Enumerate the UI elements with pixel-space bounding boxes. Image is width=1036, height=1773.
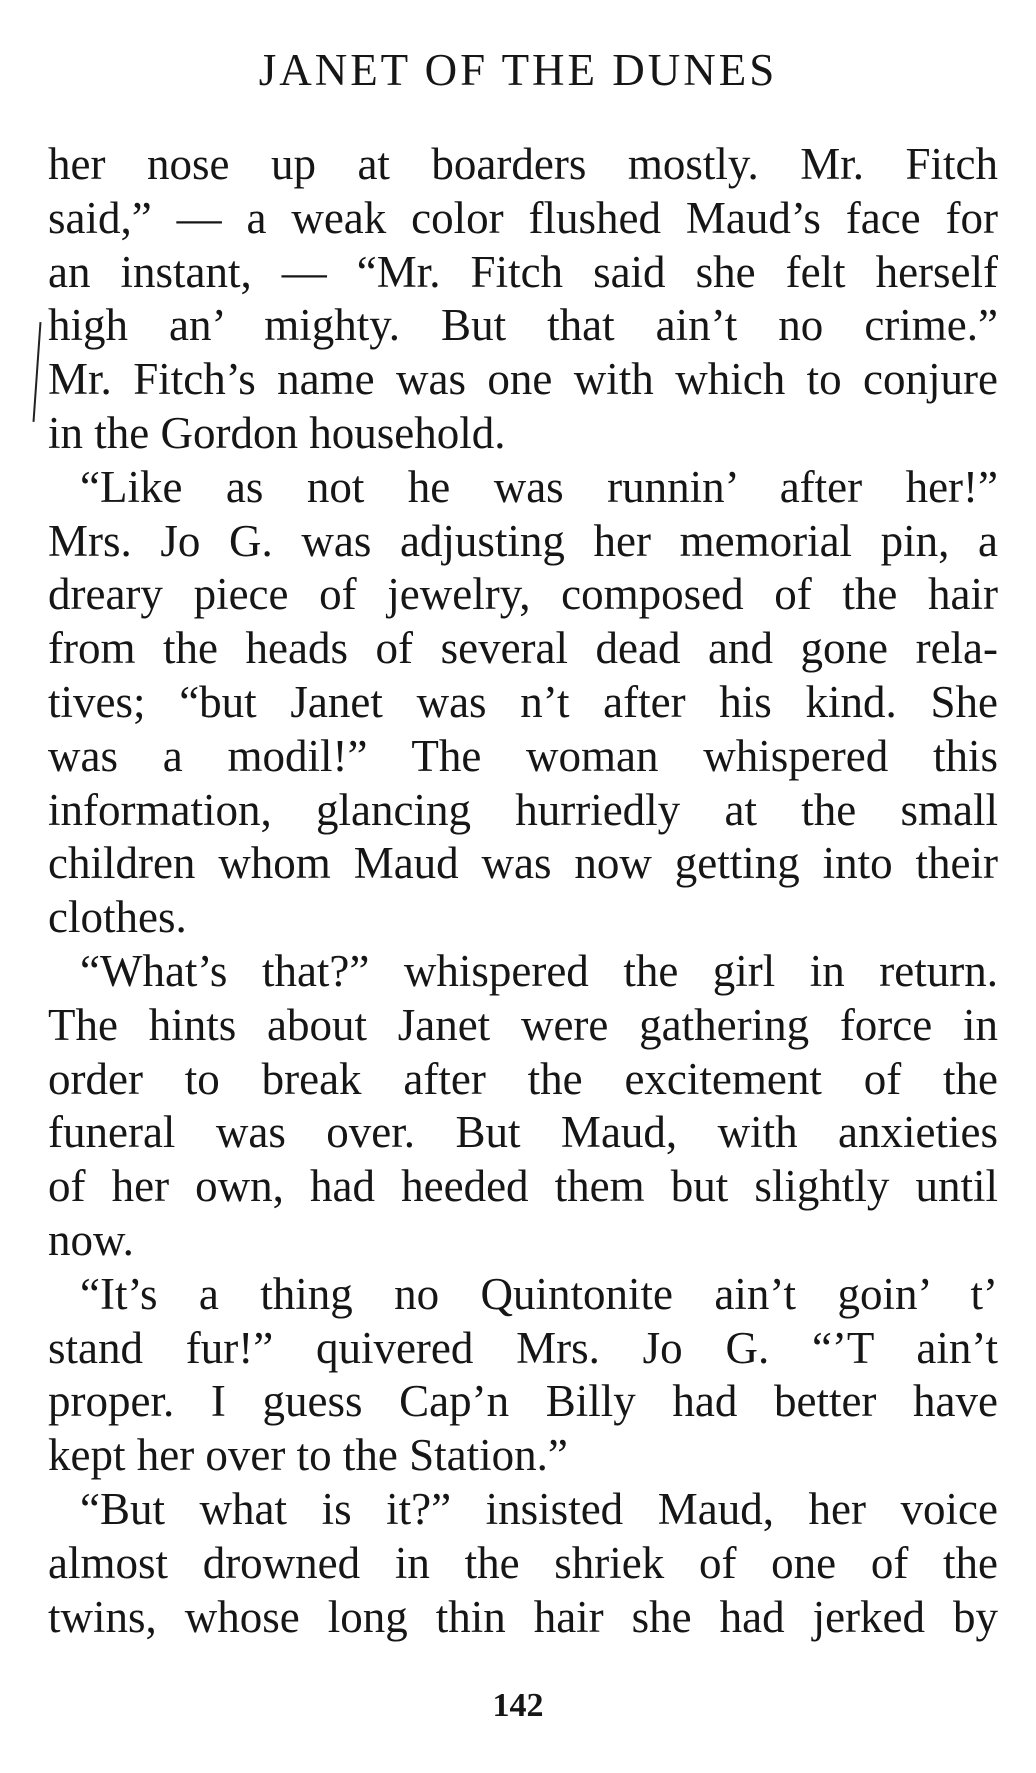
text-line: stand fur!” quivered Mrs. Jo G. “’T ain’t (48, 1322, 998, 1373)
text-line: tives; “but Janet was n’t after his kind. She (48, 676, 998, 727)
text-line: kept her over to the Station.” (48, 1430, 568, 1481)
text-line: dreary piece of jewelry, composed of the hair (48, 569, 998, 620)
page-number: 142 (492, 1687, 544, 1724)
text-line: was a modil!” The woman whispered this (48, 730, 998, 781)
text-line: Mrs. Jo G. was adjusting her memorial pin, a (48, 515, 998, 566)
text-line: information, glancing hurriedly at the small (48, 784, 998, 835)
margin-pencil-mark (33, 322, 42, 422)
text-line: “Like as not he was runnin’ after her!” (80, 461, 998, 512)
text-line: of her own, had heeded them but slightly until (48, 1161, 998, 1212)
text-line: from the heads of several dead and gone rela- (48, 623, 998, 674)
text-line: now. (48, 1214, 134, 1265)
text-line: said,” — a weak color flushed Maud’s face for (48, 192, 998, 243)
text-line: “What’s that?” whispered the girl in return. (80, 945, 998, 996)
text-line: order to break after the excitement of the (48, 1053, 998, 1104)
text-line: “But what is it?” insisted Maud, her voice (80, 1483, 998, 1534)
text-line: in the Gordon household. (48, 407, 506, 458)
text-line: clothes. (48, 892, 187, 943)
text-line: high an’ mighty. But that ain’t no crime.” (48, 300, 998, 351)
text-line: almost drowned in the shriek of one of the (48, 1537, 998, 1588)
text-line: funeral was over. But Maud, with anxieties (48, 1107, 998, 1158)
text-line: twins, whose long thin hair she had jerked by (48, 1591, 998, 1642)
body-text (48, 138, 998, 1644)
text-line: her nose up at boarders mostly. Mr. Fitch (48, 139, 998, 189)
text-line: children whom Maud was now getting into their (48, 838, 998, 889)
text-line: proper. I guess Cap’n Billy had better have (48, 1376, 998, 1427)
running-head: JANET OF THE DUNES (258, 45, 778, 95)
text-line: Mr. Fitch’s name was one with which to conjure (48, 354, 998, 405)
text-line: The hints about Janet were gathering force in (48, 999, 998, 1050)
text-line: an instant, — “Mr. Fitch said she felt herself (48, 246, 998, 297)
text-line: “It’s a thing no Quintonite ain’t goin’ t’ (80, 1268, 998, 1319)
